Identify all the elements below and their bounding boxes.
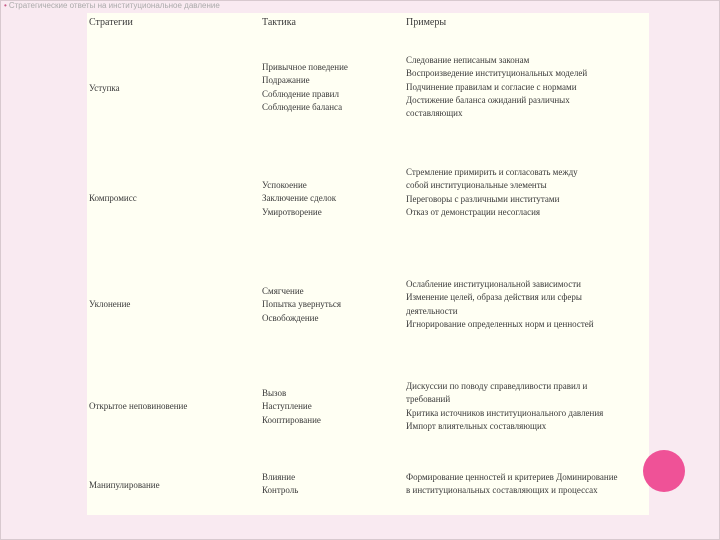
tactic-item: Попытка увернуться [262,299,341,310]
tactic-item: Кооптирование [262,414,321,425]
example-line: Воспроизведение институциональных моделей [406,68,588,79]
example-line: составляющих [406,108,463,119]
header-examples: Примеры [406,17,447,28]
tactic-item: Вызов [262,388,287,398]
example-line: требований [406,394,451,405]
slide-caption-text: Стратегические ответы на институциональное давление [8,1,220,10]
row-1-strategy: Уступка [89,83,120,93]
example-line: Импорт влиятельных составляющих [406,420,547,431]
example-line: Ослабление институциональной зависимости [406,279,581,289]
example-line: Дискуссии по поводу справедливости правил и [406,381,588,391]
row-1-tactics [262,61,348,114]
row-5-strategy: Манипулирование [89,480,160,490]
example-line: Подчинение правилам и согласие с нормами [406,81,577,92]
tactic-item: Наступление [262,401,312,412]
row-4-strategy: Открытое неповиновение [89,401,188,411]
row-3-tactics [262,285,341,325]
example-line: Стремление примирить и согласовать между [406,167,578,177]
tactic-item: Успокоение [262,180,307,190]
example-line: Критика источников институционального давления [406,407,604,418]
row-2-strategy: Компромисс [89,193,137,203]
example-line: деятельности [406,305,458,316]
tactic-item: Влияние [262,472,296,482]
row-3-strategy: Уклонение [89,299,131,309]
row-2-examples [406,166,578,219]
example-line: Изменение целей, образа действия или сферы [406,292,582,303]
example-line: Игнорирование определенных норм и ценностей [406,318,594,329]
tactic-item: Привычное поведение [262,62,348,72]
header-tactic: Тактика [262,17,296,28]
tactic-item: Смягчение [262,286,304,296]
example-line: Достижение баланса ожиданий различных [406,94,570,105]
bullet-icon: • [4,1,7,10]
tactic-item: Умиротворение [262,206,322,217]
example-line: Формирование ценностей и критериев Доминирование [406,472,618,482]
tactic-item: Освобождение [262,312,319,323]
slide-caption [4,1,644,11]
example-line: в институциональных составляющих и процессах [406,485,598,496]
row-2-tactics [262,179,336,219]
tactic-item: Контроль [262,485,299,496]
strategies-table [87,13,649,515]
tactic-item: Подражание [262,75,310,86]
row-4-examples [406,380,603,433]
tactic-item: Соблюдение правил [262,88,339,99]
tactic-item: Соблюдение баланса [262,101,343,112]
row-1-examples [406,54,587,120]
row-3-examples [406,278,594,331]
example-line: Переговоры с различными институтами [406,193,560,204]
example-line: Следование неписаным законам [406,55,530,65]
row-4-tactics [262,387,321,427]
header-strategy: Стратегии [89,17,133,28]
decorative-pink-circle [643,450,685,492]
example-line: Отказ от демонстрации несогласия [406,206,541,217]
row-5-examples [406,471,618,498]
tactic-item: Заключение сделок [262,193,337,204]
example-line: собой институциональные элементы [406,180,547,191]
row-5-tactics [262,471,298,498]
